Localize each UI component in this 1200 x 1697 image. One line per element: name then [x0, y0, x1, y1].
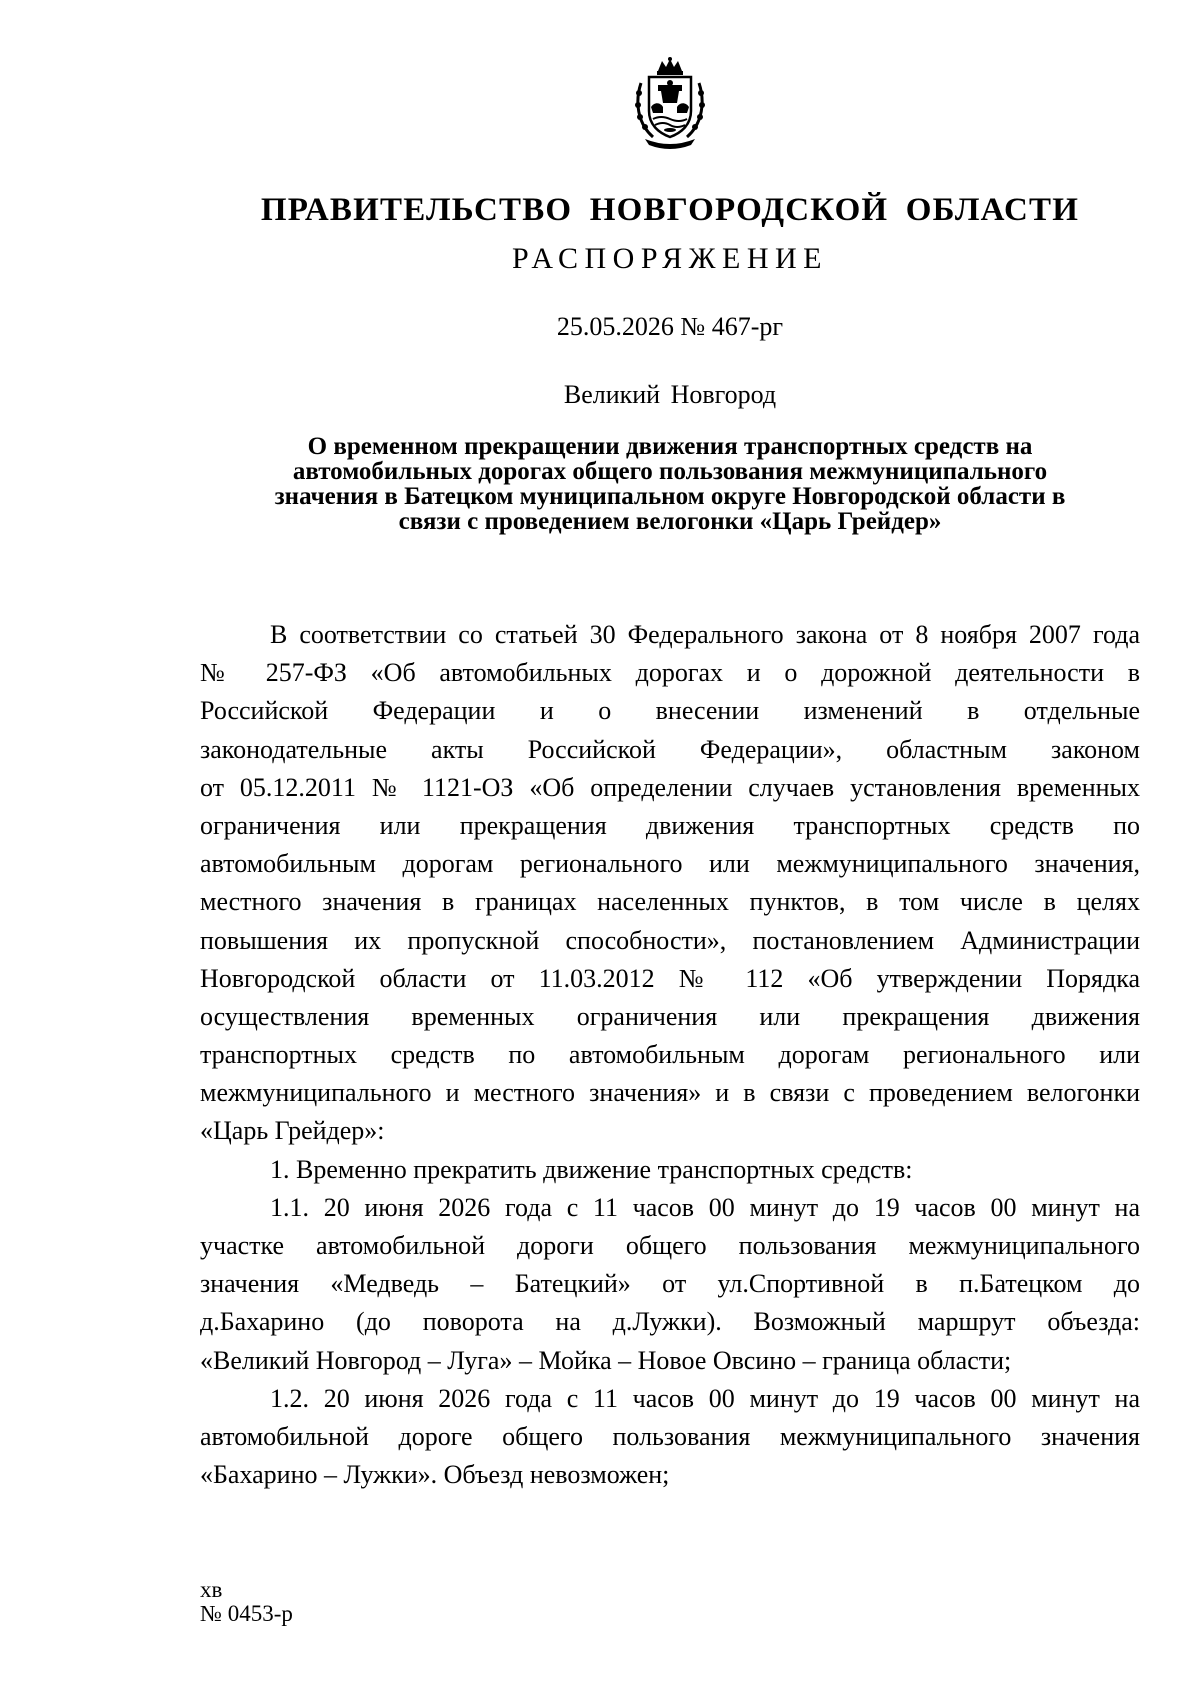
body-line: 1. Временно прекратить движение транспортных средств:: [270, 1154, 913, 1184]
executor-number: № 0453-р: [200, 1601, 293, 1626]
body-line: 1.2. 20 июня 2026 года с 11 часов 00 минут до 19 часов 00 минут на: [270, 1383, 1140, 1413]
subject-line: автомобильных дорогах общего пользования межмуниципального: [292, 458, 1048, 485]
body-line: законодательные акты Российской Федерации», областным законом: [200, 734, 1140, 764]
body-line: ограничения или прекращения движения транспортных средств по: [200, 810, 1140, 840]
body-line: повышения их пропускной способности», постановлением Администрации: [200, 925, 1140, 955]
body-line: участке автомобильной дороги общего пользования межмуниципального: [200, 1231, 1140, 1260]
body-line: межмуниципального и местного значения» и в связи с проведением велогонки: [200, 1078, 1140, 1108]
body-line: местного значения в границах населенных пунктов, в том числе в целях: [200, 887, 1140, 917]
body-line: «Великий Новгород – Луга» – Мойка – Новое Овсино – граница области;: [200, 1345, 1012, 1375]
body-line: автомобильным дорогам регионального или межмуниципального значения,: [200, 849, 1140, 879]
body-line: д.Бахарино (до поворота на д.Лужки). Возможный маршрут объезда:: [200, 1307, 1140, 1337]
body-line: «Царь Грейдер»:: [200, 1116, 385, 1146]
body-line: транспортных средств по автомобильным дорогам регионального или: [200, 1040, 1140, 1070]
body-line: автомобильной дороге общего пользования межмуниципального значения: [200, 1421, 1140, 1451]
body-line: В соответствии со статьей 30 Федерального закона от 8 ноября 2007 года: [270, 620, 1140, 649]
body-line: Новгородской области от 11.03.2012 № 112 «Об утверждении Порядка: [200, 963, 1140, 993]
document-body: [200, 616, 1140, 1494]
body-line: значения «Медведь – Батецкий» от ул.Спортивной в п.Батецком до: [200, 1269, 1140, 1299]
document-date-number: 25.05.2026 № 467-рг: [556, 312, 784, 341]
executor-mark: [200, 1578, 293, 1626]
subject-line: значения в Батецком муниципальном округе Новгородской области в: [274, 483, 1066, 510]
body-line: от 05.12.2011 № 1121-ОЗ «Об определении случаев установления временных: [200, 772, 1140, 802]
body-line: «Бахарино – Лужки». Объезд невозможен;: [200, 1460, 670, 1490]
government-title: ПРАВИТЕЛЬСТВО НОВГОРОДСКОЙ ОБЛАСТИ: [260, 192, 1080, 228]
coat-of-arms-icon: [631, 57, 709, 149]
subject-line: связи с проведением велогонки «Царь Грейдер»: [398, 508, 942, 535]
body-line: 1.1. 20 июня 2026 года с 11 часов 00 минут до 19 часов 00 минут на: [270, 1192, 1140, 1222]
document-place: Великий Новгород: [563, 380, 777, 409]
subject-line: О временном прекращении движения транспортных средств на: [307, 433, 1033, 460]
body-line: осуществления временных ограничения или прекращения движения: [200, 1001, 1140, 1031]
document-type: РАСПОРЯЖЕНИЕ: [511, 242, 829, 275]
document-subject: [200, 434, 1140, 534]
executor-initials: хв: [200, 1577, 223, 1602]
body-line: № 257-ФЗ «Об автомобильных дорогах и о дорожной деятельности в: [200, 658, 1140, 688]
body-line: Российской Федерации и о внесении изменений в отдельные: [200, 696, 1140, 726]
